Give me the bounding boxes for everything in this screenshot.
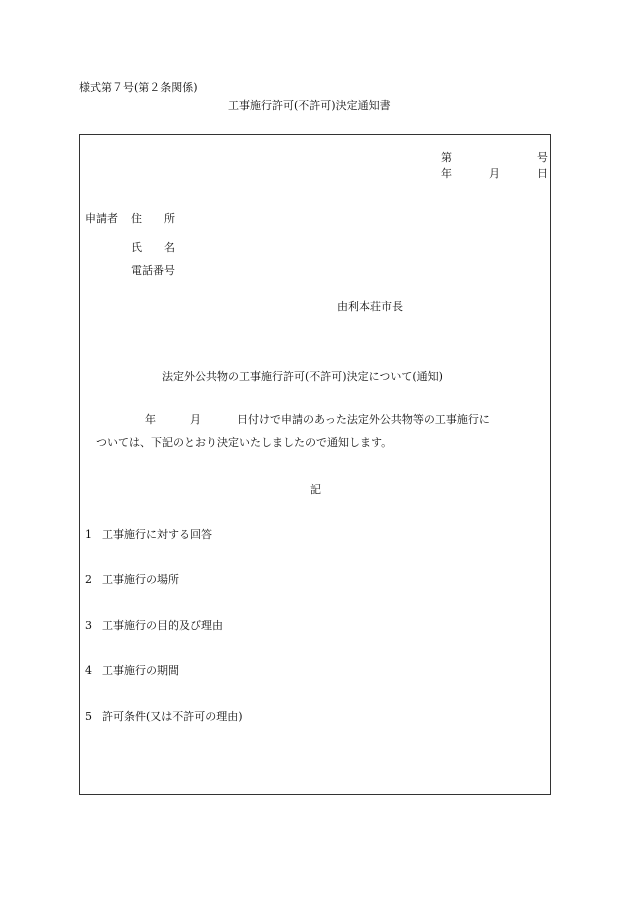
item-text: 工事施行の期間 xyxy=(102,664,179,677)
subject: 法定外公共物の工事施行許可(不許可)決定について(通知) xyxy=(162,370,443,383)
item-text: 許可条件(又は不許可の理由) xyxy=(102,710,243,723)
phone-label: 電話番号 xyxy=(131,264,175,277)
applicant-label: 申請者 xyxy=(85,212,118,225)
item-text: 工事施行の目的及び理由 xyxy=(102,619,223,632)
item-number: 4 xyxy=(85,664,92,677)
body-line2: ついては、下記のとおり決定いたしましたので通知します。 xyxy=(96,436,393,449)
item-number: 5 xyxy=(85,710,92,723)
doc-number-go: 号 xyxy=(537,151,548,164)
item-number: 2 xyxy=(85,573,92,586)
form-number: 様式第７号(第２条関係) xyxy=(79,81,198,94)
item-number: 1 xyxy=(85,528,92,541)
item-text: 工事施行の場所 xyxy=(102,573,179,586)
form-box xyxy=(79,134,551,795)
doc-number-dai: 第 xyxy=(441,151,452,164)
issuer: 由利本荘市長 xyxy=(337,300,403,313)
body-month: 月 xyxy=(190,413,201,426)
form-title: 工事施行許可(不許可)決定通知書 xyxy=(228,99,391,112)
address-label: 住 所 xyxy=(131,212,175,225)
date-year: 年 xyxy=(441,167,452,180)
date-month: 月 xyxy=(489,167,500,180)
date-day: 日 xyxy=(537,167,548,180)
item-number: 3 xyxy=(85,619,92,632)
item-text: 工事施行に対する回答 xyxy=(102,528,212,541)
name-label: 氏 名 xyxy=(131,241,175,254)
body-year: 年 xyxy=(145,413,156,426)
body-line1: 日付けで申請のあった法定外公共物等の工事施行に xyxy=(237,413,490,426)
ki-heading: 記 xyxy=(310,483,321,496)
